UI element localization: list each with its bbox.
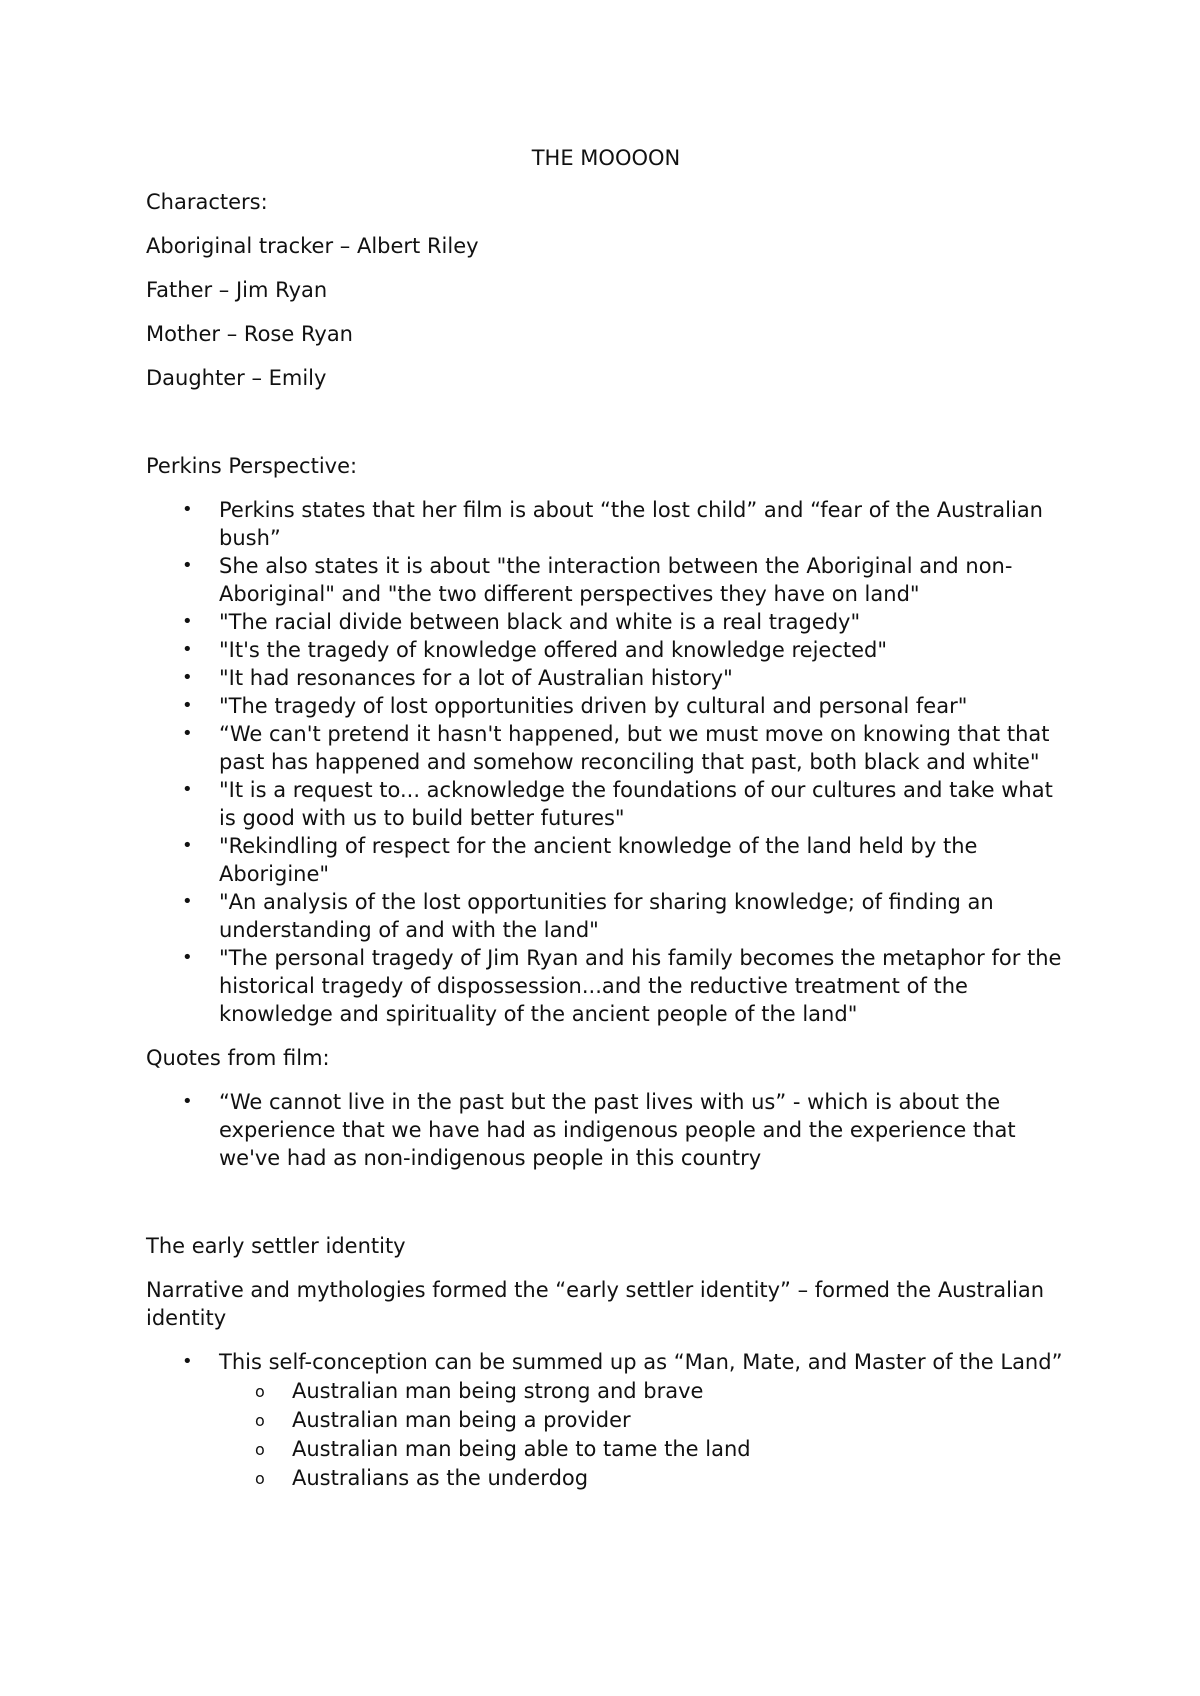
list-item [146,1348,1066,1492]
bullet-icon: • [182,1351,193,1372]
list-item-text: Perkins states that her film is about “the lost child” and “fear of the Australian bush” [219,498,1043,550]
sub-list-item [219,1406,1066,1434]
circle-bullet-icon: o [255,1469,265,1488]
settler-intro: Narrative and mythologies formed the “early settler identity” – formed the Australian identity [146,1278,1045,1330]
bullet-icon: • [182,639,193,660]
list-item [146,608,1066,636]
list-item [146,944,1066,1028]
list-item [146,1088,1066,1172]
list-item-text: “We can't pretend it hasn't happened, but we must move on knowing that that past has happened and somehow reconciling that past, both black and white" [219,722,1050,774]
list-item-text: This self-conception can be summed up as “Man, Mate, and Master of the Land” [219,1350,1063,1374]
list-item-text: She also states it is about "the interaction between the Aboriginal and non-Aboriginal" and "the two different perspectives they have on land" [219,554,1013,606]
sub-list-item-text: Australians as the underdog [292,1466,589,1490]
document-title: THE MOOOON [531,146,681,170]
character-line: Daughter – Emily [146,366,327,390]
bullet-icon: • [182,1091,193,1112]
list-item-text: "It's the tragedy of knowledge offered and knowledge rejected" [219,638,888,662]
sub-list-item [219,1377,1066,1405]
spacer [146,1188,1066,1232]
character-line: Aboriginal tracker – Albert Riley [146,234,479,258]
sub-list-item-text: Australian man being a provider [292,1408,631,1432]
list-item [146,832,1066,888]
bullet-icon: • [182,695,193,716]
list-item [146,888,1066,944]
bullet-icon: • [182,891,193,912]
list-item-text: "It is a request to... acknowledge the foundations of our cultures and take what is good with us to build better futures" [219,778,1053,830]
list-item-text: "It had resonances for a lot of Australian history" [219,666,733,690]
bullet-icon: • [182,835,193,856]
quotes-bullet-list [146,1088,1066,1172]
spacer [146,408,1066,452]
characters-heading: Characters: [146,190,268,214]
document-page [146,144,1066,1508]
character-line: Father – Jim Ryan [146,278,328,302]
list-item [146,496,1066,552]
settler-sub-list [219,1377,1066,1492]
bullet-icon: • [182,947,193,968]
list-item-text: “We cannot live in the past but the past lives with us” - which is about the experience that we have had as indigenous people and the experience that we've had as non-indigenous people in this country [219,1090,1016,1170]
sub-list-item [219,1464,1066,1492]
list-item [146,636,1066,664]
circle-bullet-icon: o [255,1440,265,1459]
circle-bullet-icon: o [255,1382,265,1401]
bullet-icon: • [182,611,193,632]
list-item [146,776,1066,832]
list-item-text: "The personal tragedy of Jim Ryan and his family becomes the metaphor for the historical tragedy of dispossession...and the reductive treatment of the knowledge and spirituality of the ancient people of the land" [219,946,1062,1026]
bullet-icon: • [182,499,193,520]
list-item-text: "Rekindling of respect for the ancient knowledge of the land held by the Aborigine" [219,834,978,886]
bullet-icon: • [182,667,193,688]
sub-list-item [219,1435,1066,1463]
settler-heading: The early settler identity [146,1234,406,1258]
bullet-icon: • [182,723,193,744]
bullet-icon: • [182,555,193,576]
list-item-text: "The racial divide between black and white is a real tragedy" [219,610,861,634]
quotes-heading: Quotes from film: [146,1046,330,1070]
sub-list-item-text: Australian man being strong and brave [292,1379,704,1403]
settler-bullet-list [146,1348,1066,1492]
list-item [146,692,1066,720]
circle-bullet-icon: o [255,1411,265,1430]
list-item [146,552,1066,608]
list-item-text: "An analysis of the lost opportunities for sharing knowledge; of finding an understanding of and with the land" [219,890,994,942]
perkins-heading: Perkins Perspective: [146,454,358,478]
list-item [146,664,1066,692]
perkins-bullet-list [146,496,1066,1028]
list-item-text: "The tragedy of lost opportunities driven by cultural and personal fear" [219,694,968,718]
list-item [146,720,1066,776]
bullet-icon: • [182,779,193,800]
character-line: Mother – Rose Ryan [146,322,353,346]
sub-list-item-text: Australian man being able to tame the land [292,1437,751,1461]
